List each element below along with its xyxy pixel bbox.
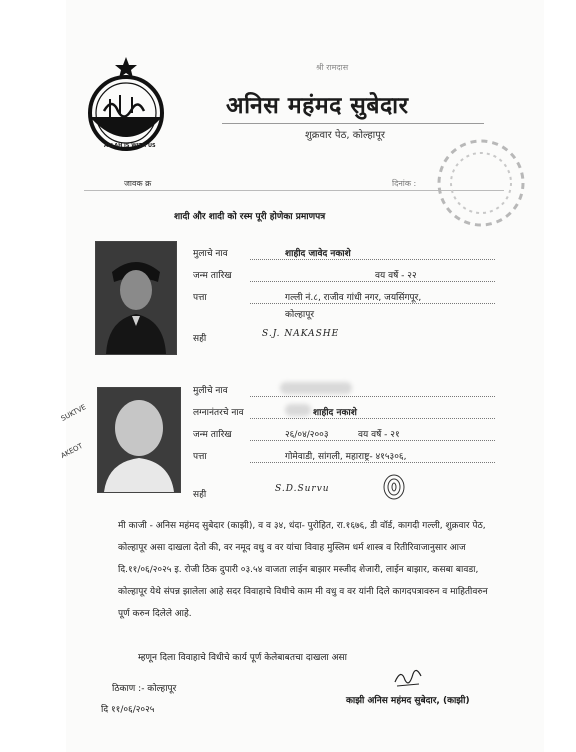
round-stamp bbox=[425, 135, 537, 233]
bride-photo-blurred bbox=[97, 387, 181, 493]
groom-name-line bbox=[250, 259, 495, 260]
groom-photo bbox=[95, 241, 177, 355]
groom-name-value: शाहीद जावेद नकाशे bbox=[285, 249, 351, 259]
header-date-label: दिनांक : bbox=[392, 179, 417, 188]
javak-label: जावक क्र bbox=[124, 179, 152, 188]
bride-name-redacted bbox=[280, 382, 352, 394]
qazi-signature-line: काझी अनिस महंमद सुबेदार, (काझी) bbox=[346, 696, 470, 706]
certificate-body-paragraph: मी काजी - अनिस महंमद सुबेदार (काझी), व व ३४, धंदा- पुरोहित, रा.१६७६, डी वॉर्ड, कागदी गल्ली, शुक्रवार पेठ, कोल्हापूर असा दाखला देतो की, वर नमूद वधु व वर यांचा विवाह मुस्लिम धर्म शास्त्र व रितीरिवाजानुसार आज दि.११/०६/२०२५ इ. रोजी ठिक दुपारी ०३.५४ वाजता लाईन बाझार मस्जीद शेजारी, लाईन बाझार, कसबा बावडा, कोल्हापूर येथे संपन्न झालेला आहे सदर विवाहाचे विधीचे काम मी वधु व वर यांनी दिले कागदपत्रावरुन व माहितीवरुन पूर्ण करुन दिलेले आहे. bbox=[118, 521, 488, 619]
bride-signature: S.D.Survu bbox=[275, 484, 330, 494]
bride-dob-value: २६/०४/२००३ bbox=[285, 430, 329, 440]
bride-dob-label: जन्म तारिख bbox=[193, 430, 232, 440]
allah-is-with-us-logo bbox=[76, 55, 176, 155]
side-note-2: AKEOT bbox=[59, 441, 85, 461]
issue-date: दि ११/०६/२०२५ bbox=[101, 705, 155, 715]
side-note-1: SUKTVE bbox=[59, 403, 88, 423]
bride-name-line bbox=[250, 396, 495, 397]
bride-address-line bbox=[250, 462, 495, 463]
groom-address-label: पत्ता bbox=[193, 293, 207, 303]
bride-after-marriage-value: शाहीद नकाशे bbox=[313, 408, 357, 418]
header-address: शुक्रवार पेठ, कोल्हापूर bbox=[305, 130, 385, 141]
groom-address-line1: गल्ली नं.८, राजीव गांधी नगर, जयसिंगपूर, bbox=[285, 293, 422, 303]
groom-name-label: मुलाचे नाव bbox=[193, 249, 228, 259]
bride-after-marriage-line bbox=[250, 418, 495, 419]
thumbprint-mark bbox=[380, 473, 408, 501]
bride-after-marriage-redacted bbox=[285, 404, 311, 416]
bride-address-label: पत्ता bbox=[193, 452, 207, 462]
groom-dob-line bbox=[250, 281, 495, 282]
bride-address-value: गोमेवाडी, सांगली, महाराष्ट्र- ४१५३०६, bbox=[285, 452, 407, 462]
bride-name-label: मुलीचे नाव bbox=[193, 386, 228, 396]
bride-age-value: वय वर्षे - २१ bbox=[358, 430, 400, 440]
groom-sign-label: सही bbox=[193, 334, 207, 344]
logo-caption: ALLAH IS WITH US bbox=[104, 143, 156, 149]
bride-after-marriage-label: लग्नानंतरचे नाव bbox=[193, 408, 244, 418]
page-title: अनिस महंमद सुबेदार bbox=[226, 93, 409, 119]
groom-signature: S.J. NAKASHE bbox=[262, 329, 340, 339]
groom-address-line bbox=[250, 303, 495, 304]
top-reference: श्री रामदास bbox=[316, 63, 349, 72]
groom-address-line2: कोल्हापूर bbox=[285, 310, 315, 320]
closing-paragraph: म्हणून दिला विवाहाचे विधीचे कार्य पूर्ण केलेबाबतचा दाखला असा bbox=[138, 653, 347, 663]
groom-age-value: वय वर्षे - २२ bbox=[375, 271, 417, 281]
bride-dob-line bbox=[250, 440, 495, 441]
certificate-title: शादी और शादी को रस्म पूरी होणेका प्रमाणपत्र bbox=[174, 212, 326, 222]
header-divider bbox=[222, 123, 484, 124]
bride-sign-label: सही bbox=[193, 490, 207, 500]
groom-dob-label: जन्म तारिख bbox=[193, 271, 232, 281]
qazi-signature-scribble bbox=[393, 666, 423, 688]
place-line: ठिकाण :- कोल्हापूर bbox=[112, 684, 177, 694]
